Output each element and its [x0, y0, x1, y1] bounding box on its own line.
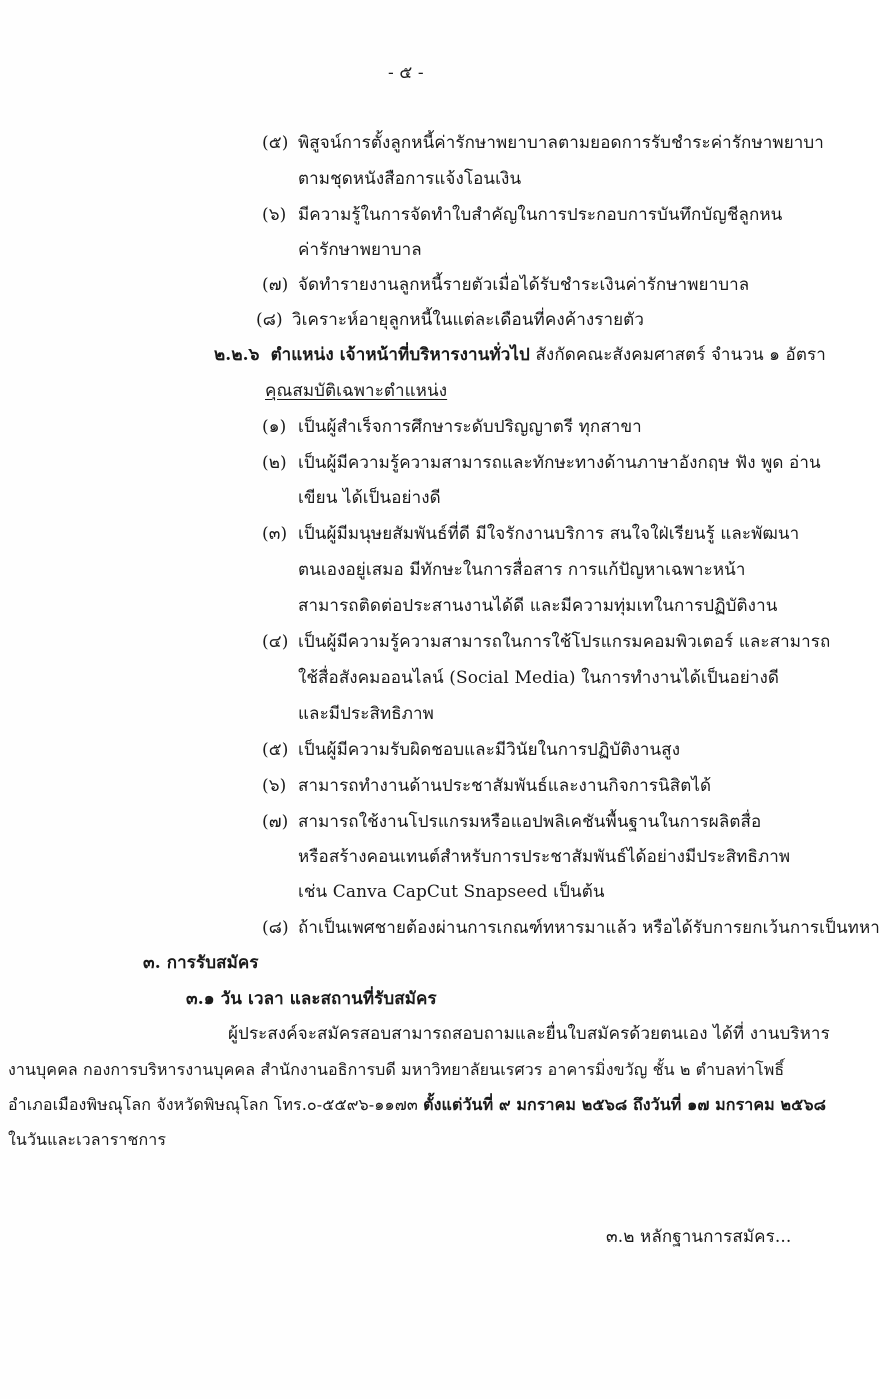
list-item-number: (๑)	[262, 417, 287, 437]
list-item-text: จัดทำรายงานลูกหนี้รายตัวเมื่อได้รับชำระเงินค่ารักษาพยาบาล	[298, 275, 750, 295]
list-item-text: พิสูจน์การตั้งลูกหนี้ค่ารักษาพยาบาลตามยอดการรับชำระค่ารักษาพยาบา	[298, 133, 824, 153]
list-item-text: เป็นผู้สำเร็จการศึกษาระดับปริญญาตรี ทุกสาขา	[298, 417, 642, 437]
list-item-number: (๘)	[262, 918, 289, 938]
list-item-text: วิเคราะห์อายุลูกหนี้ในแต่ละเดือนที่คงค้างรายตัว	[292, 310, 644, 330]
list-item-number: (๗)	[262, 812, 289, 832]
list-item-text: ตนเองอยู่เสมอ มีทักษะในการสื่อสาร การแก้ปัญหาเฉพาะหน้า	[298, 560, 746, 580]
qualifications-heading: คุณสมบัติเฉพาะตำแหน่ง	[265, 381, 448, 401]
list-item-text: เป็นผู้มีความรับผิดชอบและมีวินัยในการปฏิบัติงานสูง	[298, 740, 681, 760]
list-item-text: สามารถทำงานด้านประชาสัมพันธ์และงานกิจการนิสิตได้	[298, 776, 712, 796]
list-item-number: (๘)	[256, 310, 283, 330]
position-heading	[214, 343, 826, 367]
list-item-text: ตามชุดหนังสือการแจ้งโอนเงิน	[298, 169, 522, 189]
list-item-text: เขียน ได้เป็นอย่างดี	[298, 488, 441, 508]
list-item-text: เป็นผู้มีความรู้ความสามารถในการใช้โปรแกรมคอมพิวเตอร์ และสามารถ	[298, 632, 831, 652]
list-item-text: หรือสร้างคอนเทนต์สำหรับการประชาสัมพันธ์ได้อย่างมีประสิทธิภาพ	[298, 847, 791, 867]
list-item-text: สามารถติดต่อประสานงานได้ดี และมีความทุ่มเทในการปฏิบัติงาน	[298, 596, 778, 616]
list-item-text: สามารถใช้งานโปรแกรมหรือแอปพลิเคชันพื้นฐานในการผลิตสื่อ	[298, 812, 762, 832]
list-item-number: (๗)	[262, 275, 289, 295]
list-item-number: (๕)	[262, 133, 289, 153]
list-item-number: (๔)	[262, 632, 289, 652]
position-detail: สังกัดคณะสังคมศาสตร์ จำนวน ๑ อัตรา	[535, 345, 826, 365]
paragraph-line: ในวันและเวลาราชการ	[8, 1130, 167, 1149]
list-item-number: (๖)	[262, 776, 287, 796]
contact-text: อำเภอเมืองพิษณุโลก จังหวัดพิษณุโลก โทร.๐-๕๕๙๖-๑๑๗๓	[8, 1095, 424, 1114]
paragraph-line: งานบุคคล กองการบริหารงานบุคคล สำนักงานอธิการบดี มหาวิทยาลัยนเรศวร อาคารมิ่งขวัญ ชั้น ๒ ตำบลท่าโพธิ์	[8, 1060, 785, 1079]
section-heading: ๓. การรับสมัคร	[143, 953, 259, 973]
page-number: - ๕ -	[388, 63, 424, 83]
paragraph-line: ผู้ประสงค์จะสมัครสอบสามารถสอบถามและยื่นใบสมัครด้วยตนเอง ได้ที่ งานบริหาร	[228, 1024, 830, 1044]
list-item-text: เป็นผู้มีมนุษยสัมพันธ์ที่ดี มีใจรักงานบริการ สนใจใฝ่เรียนรู้ และพัฒนา	[298, 524, 800, 544]
list-item-text: ถ้าเป็นเพศชายต้องผ่านการเกณฑ์ทหารมาแล้ว หรือได้รับการยกเว้นการเป็นทหา	[298, 918, 880, 938]
continuation-note: ๓.๒ หลักฐานการสมัคร...	[606, 1227, 792, 1247]
list-item-number: (๖)	[262, 205, 287, 225]
list-item-text: มีความรู้ในการจัดทำใบสำคัญในการประกอบการบันทึกบัญชีลูกหน	[298, 205, 783, 225]
list-item-text: และมีประสิทธิภาพ	[298, 704, 434, 724]
subsection-heading: ๓.๑ วัน เวลา และสถานที่รับสมัคร	[186, 989, 437, 1009]
list-item-number: (๓)	[262, 524, 288, 544]
paragraph-line	[8, 1093, 826, 1117]
list-item-number: (๒)	[262, 453, 287, 473]
list-item-text: เป็นผู้มีความรู้ความสามารถและทักษะทางด้านภาษาอังกฤษ ฟัง พูด อ่าน	[298, 453, 821, 473]
list-item-text: ค่ารักษาพยาบาล	[298, 240, 422, 260]
list-item-text: ใช้สื่อสังคมออนไลน์ (Social Media) ในการทำงานได้เป็นอย่างดี	[298, 668, 779, 688]
position-code: ๒.๒.๖	[214, 345, 260, 365]
list-item-text: เช่น Canva CapCut Snapseed เป็นต้น	[298, 882, 605, 902]
application-period: ตั้งแต่วันที่ ๙ มกราคม ๒๕๖๘ ถึงวันที่ ๑๗ มกราคม ๒๕๖๘	[423, 1095, 827, 1114]
position-title: ตำแหน่ง เจ้าหน้าที่บริหารงานทั่วไป	[270, 345, 530, 365]
list-item-number: (๕)	[262, 740, 289, 760]
